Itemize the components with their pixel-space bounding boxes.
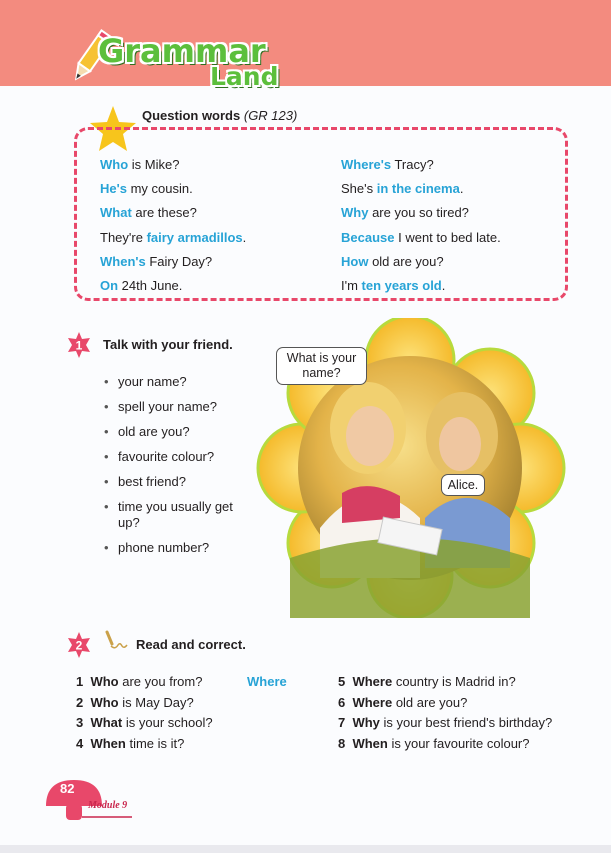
logo-word-grammar: Grammar — [98, 32, 266, 70]
exercise-1-title: Talk with your friend. — [103, 337, 233, 352]
list-item: 3 What is your school? — [76, 715, 213, 731]
list-item: • favourite colour? — [104, 449, 234, 465]
qw-line: On 24th June. — [100, 277, 183, 293]
question-words-heading: Question words — [142, 108, 241, 123]
page-number: 82 — [60, 781, 75, 796]
list-item: 7 Why is your best friend's birthday? — [338, 715, 553, 731]
qw-line: She's in the cinema. — [341, 181, 464, 197]
list-item: • time you usually get up? — [104, 499, 234, 531]
list-item: • phone number? — [104, 540, 234, 556]
qw-line: Why are you so tired? — [341, 205, 469, 221]
qw-line: When's Fairy Day? — [100, 253, 213, 269]
question-words-title — [142, 108, 297, 123]
prompt-list — [104, 374, 234, 565]
question-words-right-column — [341, 157, 501, 302]
list-item: • best friend? — [104, 474, 234, 490]
qw-line: He's my cousin. — [100, 181, 193, 197]
page-bottom-edge — [0, 845, 611, 853]
example-answer: Where — [247, 674, 287, 689]
exercise-1-badge — [66, 332, 92, 358]
grammar-land-logo — [72, 28, 302, 96]
list-item: 1 Who are you from? — [76, 674, 203, 689]
list-item: • spell your name? — [104, 399, 234, 415]
exercise-2-badge — [66, 632, 92, 658]
list-item: 4 When time is it? — [76, 735, 185, 751]
qw-line: I'm ten years old. — [341, 277, 446, 293]
speech-bubble-question: What is your name? — [276, 347, 367, 385]
list-item: 2 Who is May Day? — [76, 694, 194, 710]
writing-icon — [103, 630, 129, 652]
qw-line: Who is Mike? — [100, 157, 180, 172]
list-item: 5 Where country is Madrid in? — [338, 674, 516, 689]
list-item: 8 When is your favourite colour? — [338, 735, 530, 751]
grammar-reference: (GR 123) — [243, 108, 298, 123]
exercise-1-number: 1 — [75, 338, 83, 353]
exercise-2-title: Read and correct. — [136, 637, 246, 652]
list-item: 6 Where old are you? — [338, 694, 468, 710]
speech-bubble-answer: Alice. — [441, 474, 485, 496]
exercise-2-number: 2 — [75, 638, 83, 653]
list-item: • your name? — [104, 374, 234, 390]
exercise-2-left-list — [76, 674, 213, 756]
question-words-left-column — [100, 157, 246, 302]
qw-line: How old are you? — [341, 253, 444, 269]
list-item: • old are you? — [104, 424, 234, 440]
qw-line: Where's Tracy? — [341, 157, 434, 172]
qw-line: Because I went to bed late. — [341, 229, 501, 245]
module-label: Module 9 — [88, 800, 128, 811]
logo-word-land: Land — [210, 62, 279, 91]
exercise-2-right-list — [338, 674, 552, 756]
qw-line: What are these? — [100, 205, 197, 221]
qw-line: They're fairy armadillos. — [100, 229, 247, 245]
